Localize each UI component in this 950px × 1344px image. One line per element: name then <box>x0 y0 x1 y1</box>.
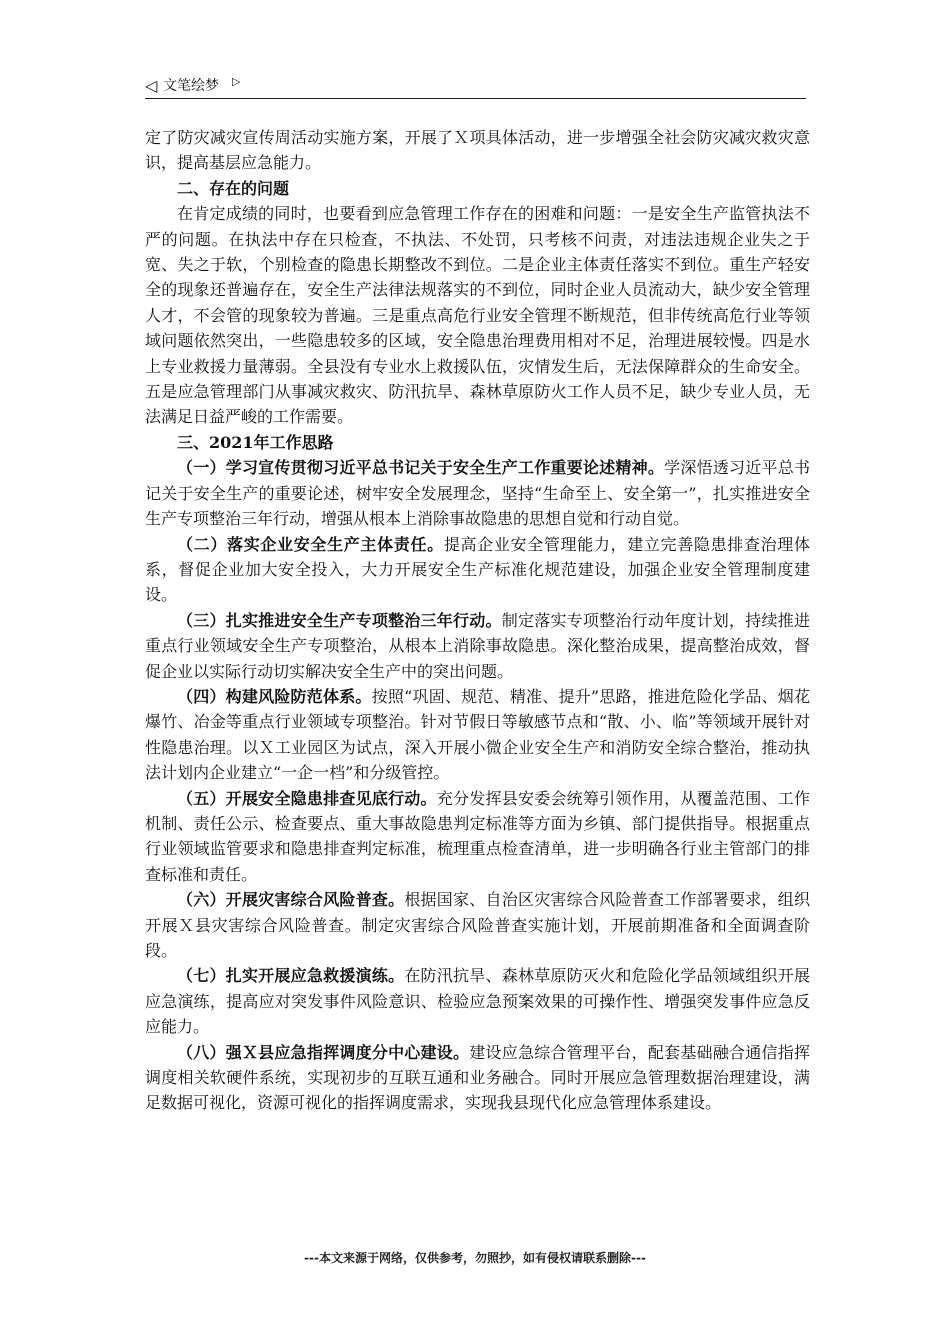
plan-item-8 <box>145 1040 810 1116</box>
plan-item-1 <box>145 455 810 531</box>
plan-item-5-lead: （五）开展安全隐患排查见底行动。 <box>177 788 437 808</box>
plan-item-1-lead: （一）学习宣传贯彻习近平总书记关于安全生产工作重要论述精神。 <box>177 458 665 478</box>
plan-item-7-text: 在防汛抗旱、森林草原防灭火和危险化学品领域组织开展应急演练，提高应对突发事件风险意识、检验应急预案效果的可操作性、增强突发事件应急反应能力。 <box>145 966 810 1037</box>
plan-item-7-lead: （七）扎实开展应急救援演练。 <box>177 966 405 986</box>
plan-item-4-text: 按照“巩固、规范、精准、提升”思路，推进危险化学品、烟花爆竹、冶金等重点行业领域专项整治。针对节假日等敏感节点和“散、小、临”等领域开展针对性隐患治理。以Ｘ工业园区为试点，深入开展小微企业安全生产和消防安全综合整治，推动执法计划内企业建立“一企一档”和分级管控。 <box>145 686 810 783</box>
plan-item-7 <box>145 963 810 1039</box>
section-heading-2021-plan: 三、2021年工作思路 <box>177 432 334 452</box>
triangle-right-icon: ▷ <box>232 75 241 88</box>
plan-item-4 <box>145 684 810 786</box>
page-header <box>145 76 806 99</box>
paragraph-problems: 在肯定成绩的同时，也要看到应急管理工作存在的困难和问题：一是安全生产监管执法不严的问题。在执法中存在只检查，不执法、不处罚，只考核不问责，对违法违规企业失之于宽、失之于软，个别检查的隐患长期整改不到位。二是企业主体责任落实不到位。重生产轻安全的现象还普遍存在，安全生产法律法规落实的不到位，同时企业人员流动大，缺少安全管理人才，不会管的现象较为普遍。三是重点高危行业安全管理不断规范，但非传统高危行业等领域问题依然突出，一些隐患较多的区域，安全隐患治理费用相对不足，治理进展较慢。四是水上专业救援力量薄弱。全县没有专业水上救援队伍，灾情发生后，无法保障群众的生命安全。五是应急管理部门从事减灾救灾、防汛抗旱、森林草原防火工作人员不足，缺少专业人员，无法满足日益严峻的工作需要。 <box>145 204 810 427</box>
plan-item-4-lead: （四）构建风险防范体系。 <box>177 686 372 706</box>
paragraph-continued: 定了防灾减灾宣传周活动实施方案，开展了Ｘ项具体活动，进一步增强全社会防灾减灾救灾意识，提高基层应急能力。 <box>145 128 810 173</box>
plan-item-8-text: 建设应急综合管理平台，配套基础融合通信指挥调度相关软硬件系统，实现初步的互联互通和业务融合。同时开展应急管理数据治理建设，满足数据可视化，资源可视化的指挥调度需求，实现我县现代化应急管理体系建设。 <box>145 1042 810 1113</box>
document-body <box>145 125 810 1116</box>
brand-name: 文笔绘梦 <box>163 78 219 94</box>
plan-item-6-text: 根据国家、自治区灾害综合风险普查工作部署要求，组织开展Ｘ县灾害综合风险普查。制定灾害综合风险普查实施计划，开展前期准备和全面调查阶段。 <box>145 890 810 960</box>
section-heading-problems: 二、存在的问题 <box>177 178 290 198</box>
plan-item-3 <box>145 608 810 684</box>
plan-item-6 <box>145 887 810 963</box>
plan-item-1-text: 学深悟透习近平总书记关于安全生产的重要论述，树牢安全发展理念，坚持“生命至上、安全第一”，扎实推进安全生产专项整治三年行动，增强从根本上消除事故隐患的思想自觉和行动自觉。 <box>145 458 810 529</box>
plan-item-3-lead: （三）扎实推进安全生产专项整治三年行动。 <box>177 610 502 630</box>
plan-item-6-lead: （六）开展灾害综合风险普查。 <box>177 890 405 910</box>
plan-item-2-text: 提高企业安全管理能力，建立完善隐患排查治理体系，督促企业加大安全投入，大力开展安全生产标准化规范建设，加强企业安全管理制度建设。 <box>145 534 810 605</box>
triangle-left-icon: ◁ <box>145 76 158 95</box>
plan-item-2 <box>145 532 810 608</box>
plan-item-2-lead: （二）落实企业安全生产主体责任。 <box>177 534 444 554</box>
plan-item-5-text: 充分发挥县安委会统筹引领作用，从覆盖范围、工作机制、责任公示、检查要点、重大事故隐患判定标准等方面为乡镇、部门提供指导。根据重点行业领域监管要求和隐患排查判定标准，梳理重点检查清单，进一步明确各行业主管部门的排查标准和责任。 <box>145 788 810 884</box>
plan-item-3-text: 制定落实专项整治行动年度计划，持续推进重点行业领域安全生产专项整治，从根本上消除事故隐患。深化整治成果，提高整治成效，督促企业以实际行动切实解决安全生产中的突出问题。 <box>145 610 810 681</box>
plan-item-5 <box>145 786 810 888</box>
plan-item-8-lead: （八）强Ｘ县应急指挥调度分中心建设。 <box>177 1042 470 1062</box>
footer-disclaimer: ---本文来源于网络，仅供参考，勿照抄，如有侵权请联系删除--- <box>304 1251 646 1265</box>
